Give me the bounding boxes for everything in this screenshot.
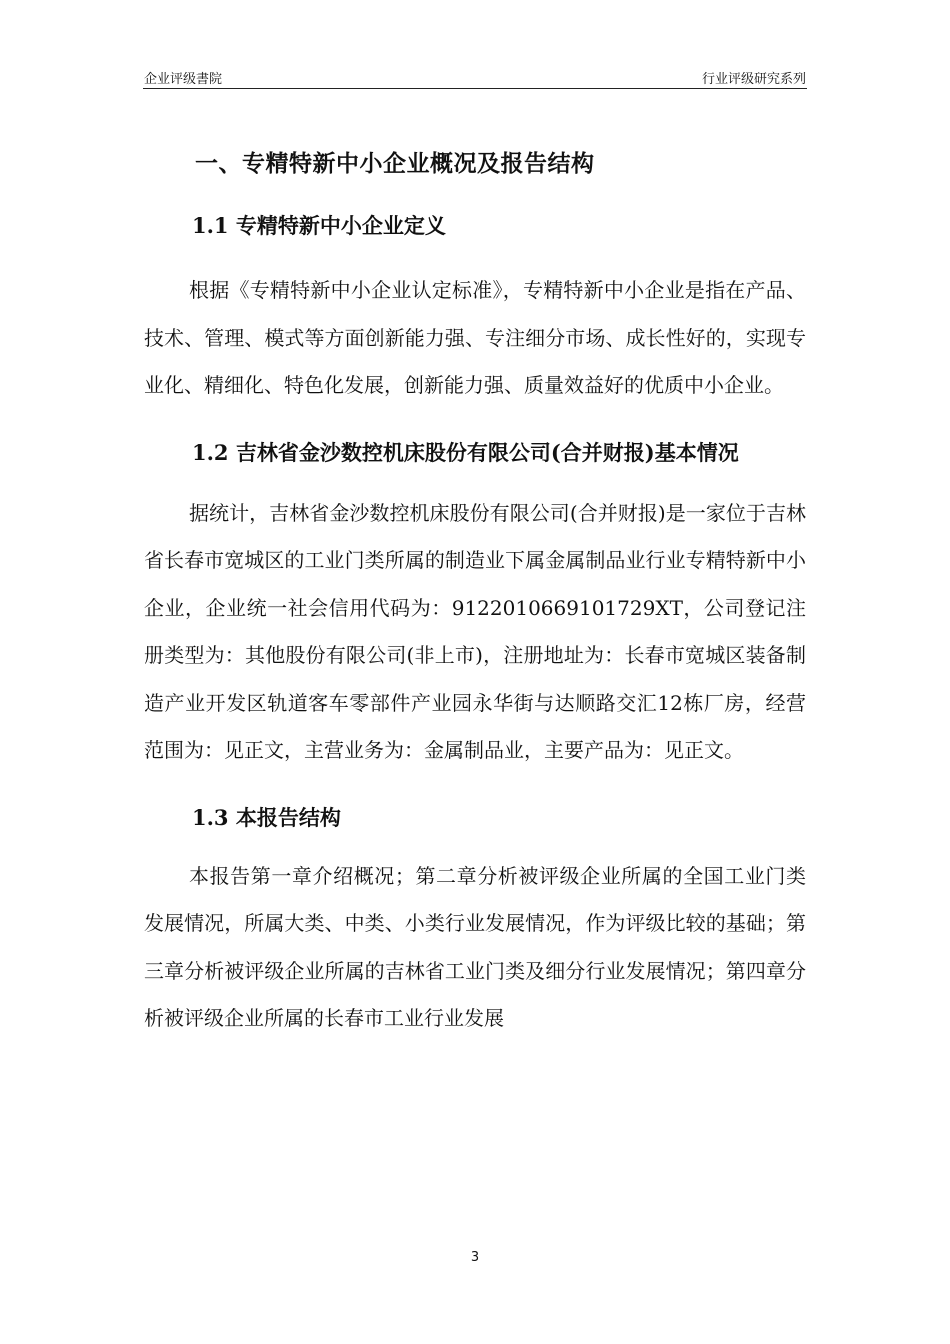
section-heading-1-3: 1.3 本报告结构 <box>192 804 341 830</box>
section-heading-1-2: 1.2 吉林省金沙数控机床股份有限公司(合并财报)基本情况 <box>192 439 739 465</box>
chapter-title: 一、专精特新中小企业概况及报告结构 <box>195 150 595 177</box>
paragraph-definition: 根据《专精特新中小企业认定标准》，专精特新中小企业是指在产品、技术、管理、模式等方面创新能力强、专注细分市场、成长性好的，实现专业化、精细化、特色化发展，创新能力强、质量效益好的优质中小企业。 <box>144 278 806 397</box>
section-heading-1-1: 1.1 专精特新中小企业定义 <box>192 213 446 238</box>
paragraph-company-info: 据统计，吉林省金沙数控机床股份有限公司(合并财报)是一家位于吉林省长春市宽城区的工业门类所属的制造业下属金属制品业行业专精特新中小企业，企业统一社会信用代码为：9122010669101729XT，公司登记注册类型为：其他股份有限公司(非上市)，注册地址为：长春市宽城区装备制造产业开发区轨道客车零部件产业园永华街与达顺路交汇12栋厂房，经营范围为：见正文，主营业务为：金属制品业，主要产品为：见正文。 <box>144 500 806 762</box>
page-header <box>143 66 807 89</box>
page-number: 3 <box>470 1250 480 1265</box>
page-content <box>144 140 806 1043</box>
header-publisher: 企业评级書院 <box>144 72 223 87</box>
header-series: 行业评级研究系列 <box>701 72 806 87</box>
paragraph-report-structure: 本报告第一章介绍概况；第二章分析被评级企业所属的全国工业门类发展情况，所属大类、中类、小类行业发展情况，作为评级比较的基础；第三章分析被评级企业所属的吉林省工业门类及细分行业发展情况；第四章分析被评级企业所属的长春市工业行业发展 <box>144 863 806 1030</box>
